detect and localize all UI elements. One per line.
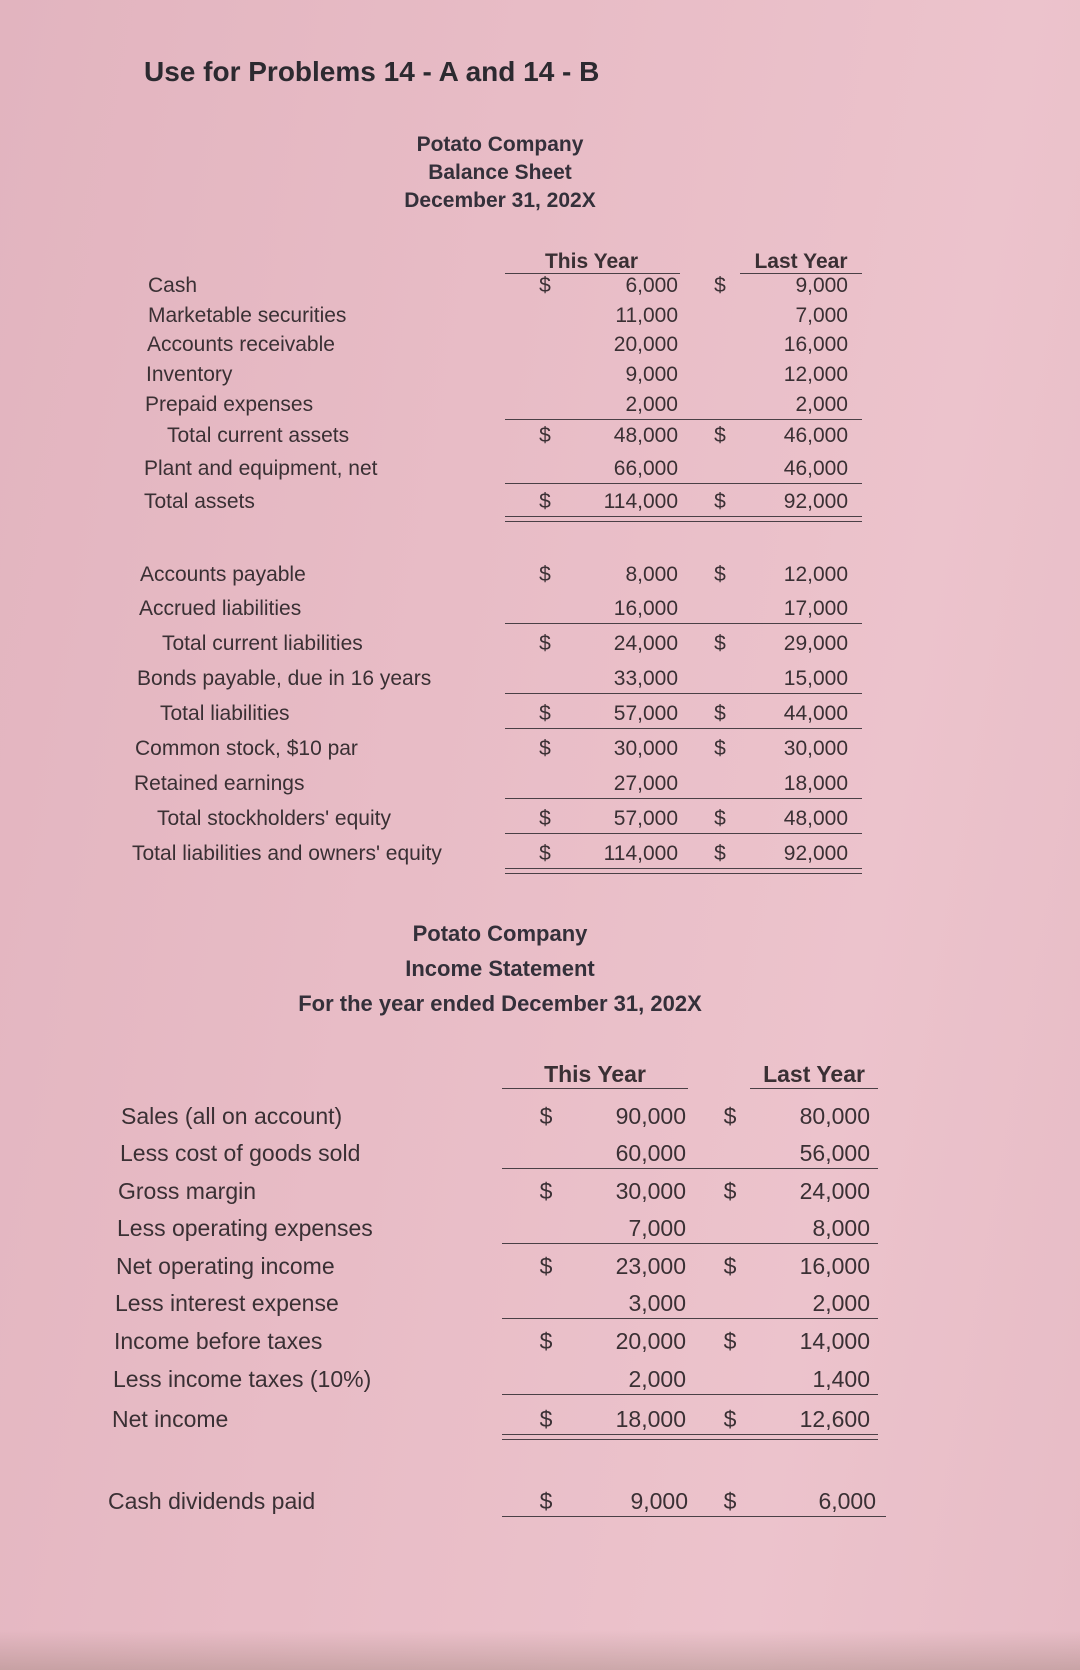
col-header-this-year: This Year	[544, 250, 638, 273]
income-statement-period: For the year ended December 31, 202X	[298, 991, 702, 1016]
value-this-year: 9,000	[625, 363, 678, 386]
row-label: Total stockholders' equity	[157, 807, 391, 830]
value-last-year: 29,000	[783, 632, 848, 655]
value-this-year: 6,000	[625, 274, 678, 297]
row-label: Sales (all on account)	[121, 1103, 343, 1129]
value-last-year: 8,000	[812, 1215, 870, 1241]
row-label: Total liabilities and owners' equity	[132, 842, 442, 865]
value-last-year: 16,000	[799, 1253, 870, 1279]
value-last-year: 92,000	[783, 842, 848, 865]
row-label: Gross margin	[118, 1178, 257, 1204]
value-last-year: 24,000	[799, 1178, 870, 1204]
value-last-year: 14,000	[799, 1328, 870, 1354]
dollar-sign: $	[714, 274, 726, 297]
row-label: Accrued liabilities	[139, 597, 302, 620]
col-header-last-year: Last Year	[754, 250, 848, 273]
value-last-year: 30,000	[783, 737, 848, 760]
row-label: Inventory	[146, 363, 233, 386]
value-last-year: 48,000	[783, 807, 848, 830]
row-label: Less operating expenses	[117, 1215, 373, 1241]
dollar-sign: $	[539, 1328, 553, 1354]
row-label: Accounts payable	[140, 563, 306, 586]
col-header-last-year: Last Year	[763, 1061, 865, 1087]
balance-sheet-date: December 31, 202X	[404, 189, 596, 212]
dollar-sign: $	[714, 424, 726, 447]
value-last-year: 18,000	[783, 772, 848, 795]
value-this-year: 57,000	[613, 807, 678, 830]
value-last-year: 80,000	[799, 1103, 870, 1129]
value-last-year: 46,000	[783, 424, 848, 447]
balance-sheet-title: Balance Sheet	[428, 161, 572, 184]
dollar-sign: $	[539, 842, 551, 865]
subtotal-rule	[502, 1243, 878, 1244]
value-this-year: 66,000	[613, 457, 678, 480]
row-label: Total current assets	[167, 424, 350, 447]
balance-sheet-company: Potato Company	[416, 133, 584, 156]
row-label: Total current liabilities	[162, 632, 363, 655]
subtotal-rule	[505, 623, 862, 624]
row-label: Income before taxes	[114, 1328, 323, 1354]
value-this-year: 20,000	[615, 1328, 686, 1354]
dollar-sign: $	[714, 807, 726, 830]
row-label: Cash dividends paid	[108, 1488, 316, 1514]
value-last-year: 92,000	[783, 490, 848, 513]
subtotal-rule	[502, 1394, 878, 1395]
value-this-year: 57,000	[613, 702, 678, 725]
subtotal-rule	[505, 798, 862, 799]
value-last-year: 56,000	[799, 1140, 870, 1166]
page-bottom-shadow	[0, 1630, 1080, 1670]
header-underline-this-year	[502, 1088, 688, 1089]
dollar-sign: $	[714, 702, 726, 725]
subtotal-rule	[505, 728, 862, 729]
value-this-year: 7,000	[628, 1215, 686, 1241]
value-this-year: 24,000	[613, 632, 678, 655]
value-last-year: 1,400	[812, 1366, 870, 1392]
row-label: Less cost of goods sold	[120, 1140, 361, 1166]
value-last-year: 15,000	[783, 667, 848, 690]
subtotal-rule	[505, 693, 862, 694]
value-last-year: 46,000	[783, 457, 848, 480]
dollar-sign: $	[539, 737, 551, 760]
subtotal-rule	[505, 833, 862, 834]
dollar-sign: $	[539, 1253, 553, 1279]
dollar-sign: $	[723, 1406, 737, 1432]
row-label: Accounts receivable	[147, 333, 335, 356]
total-double-rule	[502, 1434, 878, 1440]
dollar-sign: $	[539, 1406, 553, 1432]
value-last-year: 2,000	[795, 393, 848, 416]
dollar-sign: $	[714, 842, 726, 865]
dollar-sign: $	[539, 1103, 553, 1129]
income-statement-title: Income Statement	[405, 956, 595, 981]
dollar-sign: $	[539, 490, 551, 513]
value-this-year: 18,000	[615, 1406, 686, 1432]
value-this-year: 114,000	[603, 842, 678, 865]
header-underline-last-year	[750, 1088, 878, 1089]
value-this-year: 90,000	[615, 1103, 686, 1129]
dollar-sign: $	[539, 1488, 553, 1514]
dollar-sign: $	[714, 563, 726, 586]
row-label: Prepaid expenses	[145, 393, 314, 416]
dollar-sign: $	[539, 563, 551, 586]
row-label: Net operating income	[116, 1253, 335, 1279]
dollar-sign: $	[539, 424, 551, 447]
page-heading: Use for Problems 14 - A and 14 - B	[144, 56, 600, 87]
value-this-year: 20,000	[613, 333, 678, 356]
row-label: Total assets	[144, 490, 255, 513]
row-label: Net income	[112, 1406, 229, 1432]
value-this-year: 8,000	[625, 563, 678, 586]
dollar-sign: $	[723, 1178, 737, 1204]
dollar-sign: $	[723, 1253, 737, 1279]
dollar-sign: $	[723, 1328, 737, 1354]
dollar-sign: $	[539, 274, 551, 297]
value-this-year: 3,000	[628, 1290, 686, 1316]
row-label: Cash	[148, 274, 198, 297]
dollar-sign: $	[714, 737, 726, 760]
row-label: Total liabilities	[160, 702, 290, 725]
value-this-year: 30,000	[613, 737, 678, 760]
value-this-year: 27,000	[613, 772, 678, 795]
value-last-year: 12,000	[783, 363, 848, 386]
value-this-year: 11,000	[615, 304, 678, 327]
subtotal-rule	[505, 483, 862, 484]
value-this-year: 60,000	[615, 1140, 686, 1166]
value-last-year: 44,000	[783, 702, 848, 725]
value-this-year: 30,000	[615, 1178, 686, 1204]
dollar-sign: $	[539, 702, 551, 725]
value-last-year: 9,000	[795, 274, 848, 297]
value-this-year: 16,000	[613, 597, 678, 620]
value-last-year: 2,000	[812, 1290, 870, 1316]
income-statement-company: Potato Company	[412, 921, 588, 946]
dollar-sign: $	[723, 1103, 737, 1129]
row-label: Common stock, $10 par	[135, 737, 358, 760]
row-label: Less interest expense	[115, 1290, 339, 1316]
value-this-year: 33,000	[613, 667, 678, 690]
value-this-year: 9,000	[630, 1488, 688, 1514]
row-label: Plant and equipment, net	[144, 457, 378, 480]
dollar-sign: $	[539, 807, 551, 830]
subtotal-rule	[502, 1318, 878, 1319]
subtotal-rule	[505, 419, 862, 420]
row-label: Marketable securities	[148, 304, 347, 327]
value-this-year: 2,000	[625, 393, 678, 416]
row-label: Bonds payable, due in 16 years	[137, 667, 432, 690]
dollar-sign: $	[539, 632, 551, 655]
row-label: Less income taxes (10%)	[113, 1366, 372, 1392]
value-last-year: 6,000	[818, 1488, 876, 1514]
value-this-year: 23,000	[615, 1253, 686, 1279]
dollar-sign: $	[714, 490, 726, 513]
dollar-sign: $	[723, 1488, 737, 1514]
value-this-year: 2,000	[628, 1366, 686, 1392]
dollar-sign: $	[539, 1178, 553, 1204]
total-double-rule	[505, 868, 862, 874]
dollar-sign: $	[714, 632, 726, 655]
value-this-year: 48,000	[613, 424, 678, 447]
value-last-year: 12,000	[783, 563, 848, 586]
value-last-year: 16,000	[783, 333, 848, 356]
value-last-year: 12,600	[799, 1406, 870, 1432]
total-double-rule	[505, 516, 862, 522]
subtotal-rule	[502, 1168, 878, 1169]
value-this-year: 114,000	[603, 490, 678, 513]
row-label: Retained earnings	[134, 772, 305, 795]
value-last-year: 17,000	[783, 597, 848, 620]
col-header-this-year: This Year	[544, 1061, 646, 1087]
value-last-year: 7,000	[795, 304, 848, 327]
dividends-rule	[502, 1516, 886, 1517]
